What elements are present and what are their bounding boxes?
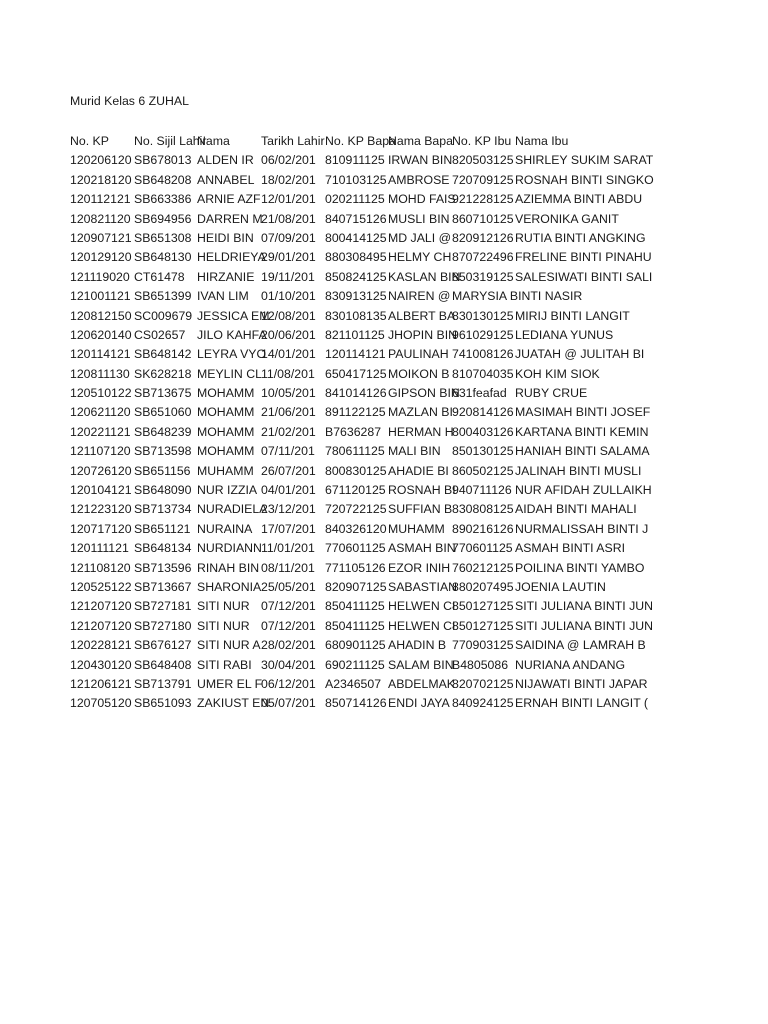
cell-tarikh-lahir: 21/08/201	[261, 211, 316, 226]
cell-no-kp-bapa: 780611125	[325, 444, 385, 459]
cell-nama: RINAH BIN	[197, 560, 260, 575]
header-cell-no-kp-ibu: No. KP Ibu	[452, 134, 512, 148]
cell-nama-ibu: ROSNAH BINTI SINGKO	[515, 172, 654, 187]
table-row	[70, 539, 643, 558]
cell-nama-bapa: GIPSON BIN	[388, 386, 460, 401]
table-row	[70, 500, 643, 519]
cell-nama: IVAN LIM	[197, 289, 249, 304]
cell-no-kp-bapa: 810911125	[325, 153, 385, 168]
cell-nama: JILO KAHFA	[197, 327, 267, 342]
cell-no-kp-ibu: 920814126	[452, 405, 514, 420]
cell-nama-ibu: AIDAH BINTI MAHALI	[515, 502, 637, 517]
table-row	[70, 675, 648, 694]
cell-tarikh-lahir: 01/10/201	[261, 289, 316, 304]
cell-nama-ibu: LEDIANA YUNUS	[515, 327, 614, 342]
cell-nama-bapa: ALBERT BA	[388, 308, 456, 323]
cell-tarikh-lahir: 29/01/201	[261, 250, 316, 265]
cell-no-kp-bapa: 710103125	[325, 172, 387, 187]
table-row	[70, 268, 653, 287]
cell-nama-ibu: ERNAH BINTI LANGIT (	[515, 696, 649, 711]
cell-nama: MOHAMM	[197, 444, 255, 459]
cell-no-sijil-lahir: SB727181	[134, 599, 192, 614]
cell-nama-ibu: ASMAH BINTI ASRI	[515, 541, 626, 556]
table-row	[70, 403, 651, 422]
cell-no-sijil-lahir: SB651121	[134, 521, 191, 536]
cell-nama-bapa: AMBROSE	[388, 172, 450, 187]
cell-nama: NURDIANN	[197, 541, 262, 556]
cell-no-kp-ibu: 890216126	[452, 521, 514, 536]
table-row	[70, 190, 643, 209]
cell-nama-ibu: JUATAH @ JULITAH BI	[515, 347, 645, 362]
cell-no-kp-bapa: 840326120	[325, 521, 387, 536]
cell-no-sijil-lahir: SK628218	[134, 366, 192, 381]
cell-no-kp-bapa: 891122125	[325, 405, 386, 420]
cell-no-kp-bapa: 880308495	[325, 250, 387, 265]
cell-nama-bapa: HERMAN H	[388, 424, 454, 439]
cell-no-kp: 120821120	[70, 211, 131, 226]
cell-nama-bapa: EZOR INIH	[388, 560, 451, 575]
cell-no-kp-bapa: A2346507	[325, 676, 382, 691]
cell-no-kp: 121207120	[70, 599, 132, 614]
cell-no-sijil-lahir: SB651060	[134, 405, 192, 420]
cell-no-kp: 121119020	[70, 269, 130, 284]
cell-nama-ibu: SITI JULIANA BINTI JUN	[515, 618, 654, 633]
cell-nama-bapa: AHADIE BI	[388, 463, 449, 478]
cell-no-kp-ibu: 850130125	[452, 444, 514, 459]
cell-tarikh-lahir: 05/07/201	[261, 696, 316, 711]
cell-no-kp: 120620140	[70, 327, 132, 342]
cell-no-sijil-lahir: SB648142	[134, 347, 192, 362]
cell-nama-ibu: NURMALISSAH BINTI J	[515, 521, 649, 536]
cell-no-kp: 120811130	[70, 366, 130, 381]
cell-no-kp-ibu: 770601125	[452, 541, 513, 556]
cell-no-sijil-lahir: SB713791	[134, 676, 192, 691]
cell-nama: HIRZANIE	[197, 269, 255, 284]
cell-tarikh-lahir: 07/12/201	[261, 618, 316, 633]
cell-no-sijil-lahir: SB678013	[134, 153, 192, 168]
table-row	[70, 578, 643, 597]
table-row	[70, 210, 643, 229]
cell-no-kp-ibu: 850127125	[452, 599, 514, 614]
cell-nama-ibu: SAIDINA @ LAMRAH B	[515, 638, 646, 653]
cell-nama-ibu: JOENIA LAUTIN	[515, 579, 606, 594]
cell-nama-bapa: ROSNAH BI	[388, 483, 456, 498]
cell-no-kp: 120221121	[70, 424, 131, 439]
cell-tarikh-lahir: 26/07/201	[261, 463, 316, 478]
table-row	[70, 229, 646, 248]
cell-no-kp-ibu: MARYSIA BINTI NASIR	[452, 289, 583, 304]
cell-no-kp: 120111121	[70, 541, 129, 556]
cell-no-kp-bapa: 850411125	[325, 618, 385, 633]
cell-no-kp-bapa: 820907125	[325, 579, 387, 594]
cell-nama: SITI NUR	[197, 618, 250, 633]
cell-nama-bapa: MAZLAN BI	[388, 405, 453, 420]
cell-no-kp-ibu: 860502125	[452, 463, 514, 478]
cell-tarikh-lahir: 30/04/201	[261, 657, 316, 672]
table-row	[70, 365, 643, 384]
header-cell-tarikh-lahir: Tarikh Lahir	[261, 134, 325, 148]
table-row	[70, 151, 654, 170]
cell-nama-ibu: VERONIKA GANIT	[515, 211, 619, 226]
cell-nama: NUR IZZIA	[197, 483, 258, 498]
cell-tarikh-lahir: 17/07/201	[261, 521, 316, 536]
cell-no-sijil-lahir: SB651399	[134, 289, 192, 304]
cell-nama: NURAINA	[197, 521, 253, 536]
cell-no-sijil-lahir: SB713675	[134, 386, 192, 401]
cell-no-sijil-lahir: SC009679	[134, 308, 193, 323]
cell-nama: DARREN M	[197, 211, 263, 226]
cell-no-kp-bapa: 841014126	[325, 386, 387, 401]
cell-nama-bapa: ASMAH BIN	[388, 541, 456, 556]
cell-no-kp: 120621120	[70, 405, 131, 420]
cell-no-kp-bapa: 830108135	[325, 308, 387, 323]
cell-nama-bapa: PAULINAH	[388, 347, 449, 362]
cell-no-sijil-lahir: SB651308	[134, 230, 192, 245]
cell-nama: MOHAMM	[197, 424, 255, 439]
table-row	[70, 423, 649, 442]
cell-no-kp-bapa: 650417125	[325, 366, 387, 381]
cell-nama-bapa: HELWEN CI	[388, 618, 456, 633]
cell-nama-ibu: SHIRLEY SUKIM SARAT	[515, 153, 654, 168]
cell-no-kp-ibu: 631feafad	[452, 386, 507, 401]
cell-nama-bapa: MUHAMM	[388, 521, 445, 536]
cell-no-kp-ibu: 850127125	[452, 618, 514, 633]
cell-no-kp: 120112121	[70, 192, 131, 207]
cell-nama-bapa: SALAM BIN	[388, 657, 454, 672]
cell-nama-ibu: NIJAWATI BINTI JAPAR	[515, 676, 648, 691]
cell-no-kp: 120228121	[70, 638, 132, 653]
cell-no-kp-bapa: 770601125	[325, 541, 386, 556]
cell-no-kp-bapa: 671120125	[325, 483, 386, 498]
cell-nama-ibu: SITI JULIANA BINTI JUN	[515, 599, 654, 614]
cell-tarikh-lahir: 08/11/201	[261, 560, 315, 575]
cell-no-kp-bapa: 840715126	[325, 211, 387, 226]
cell-no-kp-ibu: 720709125	[452, 172, 514, 187]
cell-nama-bapa: MOHD FAIS	[388, 192, 456, 207]
cell-no-kp-bapa: 680901125	[325, 638, 386, 653]
cell-no-kp-bapa: 120114121	[325, 347, 386, 362]
cell-no-sijil-lahir: SB713667	[134, 579, 192, 594]
cell-nama-bapa: HELMY CH	[388, 250, 452, 265]
cell-no-kp: 120430120	[70, 657, 132, 672]
cell-no-sijil-lahir: CS02657	[134, 327, 186, 342]
cell-nama: MOHAMM	[197, 386, 255, 401]
cell-no-sijil-lahir: SB648239	[134, 424, 192, 439]
cell-nama-ibu: AZIEMMA BINTI ABDU	[515, 192, 643, 207]
cell-no-kp: 120104121	[70, 483, 132, 498]
cell-no-kp-ibu: 830130125	[452, 308, 514, 323]
cell-no-kp-ibu: 921228125	[452, 192, 514, 207]
table-row	[70, 384, 643, 403]
cell-nama-bapa: SUFFIAN B	[388, 502, 453, 517]
cell-nama-bapa: HELWEN CI	[388, 599, 456, 614]
cell-nama-bapa: ABDELMAK	[388, 676, 455, 691]
cell-no-kp-ibu: 870722496	[452, 250, 514, 265]
cell-no-kp-ibu: 800403126	[452, 424, 514, 439]
cell-no-kp-bapa: 690211125	[325, 657, 385, 672]
cell-no-kp-ibu: 820503125	[452, 153, 514, 168]
cell-nama: SHARONIA	[197, 579, 262, 594]
cell-nama-bapa: KASLAN BIN	[388, 269, 461, 284]
cell-no-kp: 121206121	[70, 676, 132, 691]
cell-no-sijil-lahir: SB651093	[134, 696, 192, 711]
cell-no-kp-bapa: 850411125	[325, 599, 385, 614]
table-row	[70, 694, 649, 713]
cell-tarikh-lahir: 06/12/201	[261, 676, 316, 691]
cell-no-sijil-lahir: CT61478	[134, 269, 185, 284]
table-header-row	[70, 132, 643, 151]
cell-nama-ibu: JALINAH BINTI MUSLI	[515, 463, 642, 478]
cell-tarikh-lahir: 12/01/201	[261, 192, 316, 207]
cell-nama-bapa: MUSLI BIN	[388, 211, 450, 226]
cell-no-sijil-lahir: SB651156	[134, 463, 191, 478]
cell-nama-ibu: KOH KIM SIOK	[515, 366, 600, 381]
cell-no-kp: 120206120	[70, 153, 132, 168]
table-body	[70, 151, 654, 713]
cell-no-sijil-lahir: SB648134	[134, 541, 192, 556]
cell-nama-bapa: NAIREN @	[388, 289, 451, 304]
cell-tarikh-lahir: 21/02/201	[261, 424, 316, 439]
table-row	[70, 248, 652, 267]
table-row	[70, 656, 643, 675]
cell-no-kp-bapa: 020211125	[325, 192, 385, 207]
cell-nama: ALDEN IR	[197, 153, 254, 168]
table-row	[70, 559, 643, 578]
table-row	[70, 171, 654, 190]
table-row	[70, 636, 646, 655]
cell-no-kp: 120114121	[70, 347, 131, 362]
cell-tarikh-lahir: 04/01/201	[261, 483, 316, 498]
cell-tarikh-lahir: 18/02/201	[261, 172, 316, 187]
cell-nama: ZAKIUST EN	[197, 696, 270, 711]
cell-no-kp-bapa: B7636287	[325, 424, 382, 439]
cell-nama-ibu: KARTANA BINTI KEMIN	[515, 424, 649, 439]
cell-tarikh-lahir: 28/02/201	[261, 638, 316, 653]
cell-no-kp-bapa: 720722125	[325, 502, 387, 517]
cell-nama-bapa: AHADIN B	[388, 638, 447, 653]
header-cell-no-kp: No. KP	[70, 134, 109, 148]
cell-no-kp: 120726120	[70, 463, 132, 478]
cell-no-sijil-lahir: SB713734	[134, 502, 192, 517]
cell-nama-bapa: ENDI JAYA	[388, 696, 450, 711]
cell-nama: SITI NUR	[197, 599, 250, 614]
cell-nama: MUHAMM	[197, 463, 254, 478]
cell-nama-bapa: SABASTIAN	[388, 579, 458, 594]
cell-nama: ANNABEL	[197, 172, 255, 187]
cell-no-kp-ibu: 760212125	[452, 560, 514, 575]
table-row	[70, 345, 643, 364]
table-row	[70, 597, 654, 616]
cell-nama-ibu: SALESIWATI BINTI SALI	[515, 269, 653, 284]
cell-nama-ibu: NURIANA ANDANG	[515, 657, 626, 672]
header-cell-nama-ibu: Nama Ibu	[515, 134, 569, 148]
sheet-title: Murid Kelas 6 ZUHAL	[70, 94, 189, 108]
cell-no-kp-ibu: 820702125	[452, 676, 514, 691]
cell-no-kp: 121001121	[70, 289, 131, 304]
cell-tarikh-lahir: 19/11/201	[261, 269, 315, 284]
cell-no-kp-ibu: 850319125	[452, 269, 514, 284]
cell-no-kp: 120510122	[70, 386, 132, 401]
cell-tarikh-lahir: 25/05/201	[261, 579, 316, 594]
cell-no-kp: 120705120	[70, 696, 132, 711]
cell-no-kp-ibu: 741008126	[452, 347, 514, 362]
cell-nama: ARNIE AZF	[197, 192, 261, 207]
cell-tarikh-lahir: 20/06/201	[261, 327, 316, 342]
cell-no-kp-bapa: 821101125	[325, 327, 385, 342]
cell-nama-ibu: POILINA BINTI YAMBO	[515, 560, 645, 575]
cell-tarikh-lahir: 10/05/201	[261, 386, 316, 401]
cell-no-kp: 120812150	[70, 308, 132, 323]
cell-no-kp-bapa: 850714126	[325, 696, 387, 711]
cell-no-kp-ibu: 830808125	[452, 502, 514, 517]
cell-nama: MOHAMM	[197, 405, 255, 420]
cell-nama-ibu: FRELINE BINTI PINAHU	[515, 250, 652, 265]
cell-tarikh-lahir: 11/01/201	[261, 541, 315, 556]
cell-no-kp: 120525122	[70, 579, 132, 594]
cell-no-kp-ibu: 840924125	[452, 696, 514, 711]
cell-tarikh-lahir: 07/09/201	[261, 230, 316, 245]
cell-no-kp-ibu: 961029125	[452, 327, 514, 342]
cell-no-kp-bapa: 800414125	[325, 230, 387, 245]
cell-no-kp-ibu: 860710125	[452, 211, 514, 226]
table-row	[70, 617, 654, 636]
cell-nama: MEYLIN CL	[197, 366, 262, 381]
table-row	[70, 287, 643, 306]
cell-no-kp-ibu: 940711126	[452, 483, 512, 498]
cell-nama-ibu	[515, 287, 643, 306]
cell-no-kp: 120218120	[70, 172, 132, 187]
cell-no-kp: 121207120	[70, 618, 132, 633]
cell-nama-ibu: RUBY CRUE	[515, 386, 588, 401]
cell-nama: UMER EL F	[197, 676, 263, 691]
cell-no-sijil-lahir: SB727180	[134, 618, 192, 633]
cell-nama-bapa: MD JALI @	[388, 230, 452, 245]
table-row	[70, 442, 650, 461]
cell-no-kp-ibu: 810704035	[452, 366, 514, 381]
cell-no-kp: 120717120	[70, 521, 132, 536]
cell-nama: SITI RABI	[197, 657, 252, 672]
cell-nama: JESSICA EM	[197, 308, 270, 323]
cell-nama-ibu: MASIMAH BINTI JOSEF	[515, 405, 651, 420]
cell-no-kp: 121107120	[70, 444, 131, 459]
table-row	[70, 307, 643, 326]
header-cell-no-sijil-lahir: No. Sijil Lahir	[134, 134, 207, 148]
cell-no-kp: 121108120	[70, 560, 131, 575]
cell-tarikh-lahir: 21/06/201	[261, 405, 316, 420]
cell-no-sijil-lahir: SB713596	[134, 560, 192, 575]
cell-nama: HELDRIEYA	[197, 250, 266, 265]
cell-tarikh-lahir: 14/01/201	[261, 347, 316, 362]
cell-tarikh-lahir: 11/08/201	[261, 366, 315, 381]
cell-tarikh-lahir: 07/11/201	[261, 444, 315, 459]
cell-no-kp-ibu: 820912126	[452, 230, 514, 245]
cell-no-sijil-lahir: SB676127	[134, 638, 192, 653]
cell-nama-ibu: NUR AFIDAH ZULLAIKH	[515, 483, 652, 498]
table-row	[70, 481, 652, 500]
cell-tarikh-lahir: 07/12/201	[261, 599, 316, 614]
cell-nama-bapa: MOIKON B	[388, 366, 450, 381]
cell-nama-bapa: JHOPIN BIN	[388, 327, 458, 342]
cell-nama: NURADIELA	[197, 502, 268, 517]
cell-no-sijil-lahir: SB648090	[134, 483, 192, 498]
cell-no-sijil-lahir: SB663386	[134, 192, 192, 207]
cell-nama-ibu: HANIAH BINTI SALAMA	[515, 444, 650, 459]
header-cell-nama: Nama	[197, 134, 230, 148]
cell-nama: SITI NUR A	[197, 638, 261, 653]
cell-nama-bapa: IRWAN BIN	[388, 153, 453, 168]
header-cell-nama-bapa: Nama Bapa	[388, 134, 453, 148]
cell-no-sijil-lahir: SB713598	[134, 444, 192, 459]
table-row	[70, 520, 649, 539]
header-cell-no-kp-bapa: No. KP Bapa	[325, 134, 396, 148]
cell-no-sijil-lahir: SB648408	[134, 657, 192, 672]
cell-no-kp-bapa: 830913125	[325, 289, 387, 304]
cell-no-kp: 120129120	[70, 250, 132, 265]
cell-tarikh-lahir: 23/12/201	[261, 502, 316, 517]
student-table	[70, 132, 654, 714]
cell-no-kp-ibu: B4805086	[452, 657, 509, 672]
cell-nama: LEYRA VYO	[197, 347, 267, 362]
cell-no-kp-bapa: 771105126	[325, 560, 386, 575]
cell-tarikh-lahir: 12/08/201	[261, 308, 316, 323]
cell-no-kp-ibu: 880207495	[452, 579, 514, 594]
cell-nama: HEIDI BIN	[197, 230, 254, 245]
cell-no-kp: 121223120	[70, 502, 132, 517]
cell-no-kp-bapa: 850824125	[325, 269, 387, 284]
cell-no-kp-bapa: 800830125	[325, 463, 387, 478]
cell-no-kp-ibu: 770903125	[452, 638, 514, 653]
table-row	[70, 462, 643, 481]
cell-nama-bapa: MALI BIN	[388, 444, 441, 459]
cell-nama-ibu: RUTIA BINTI ANGKING	[515, 230, 646, 245]
cell-no-sijil-lahir: SB648130	[134, 250, 192, 265]
cell-no-kp: 120907121	[70, 230, 132, 245]
cell-tarikh-lahir: 06/02/201	[261, 153, 316, 168]
cell-no-sijil-lahir: SB694956	[134, 211, 192, 226]
table-row	[70, 326, 643, 345]
cell-no-sijil-lahir: SB648208	[134, 172, 192, 187]
cell-nama-ibu: MIRIJ BINTI LANGIT	[515, 308, 630, 323]
